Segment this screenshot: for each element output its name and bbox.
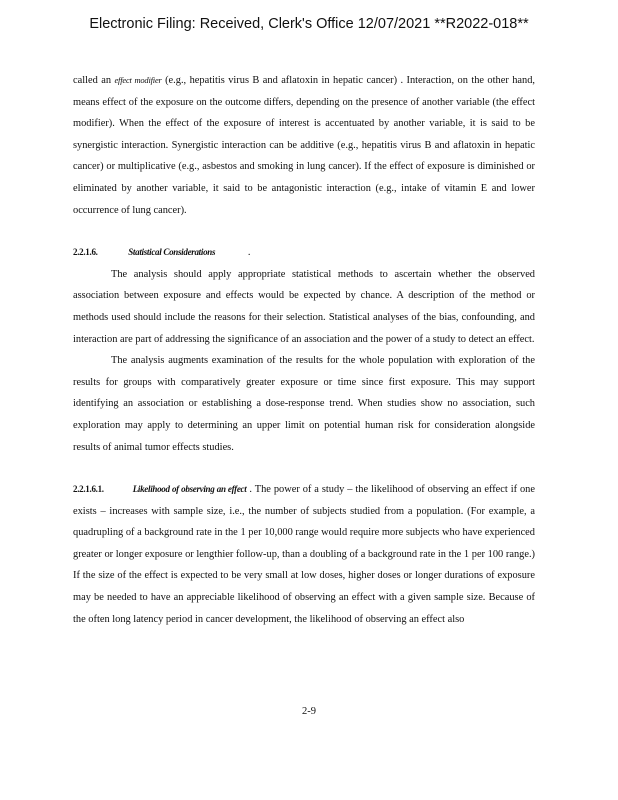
italic-term: effect modifier: [114, 75, 162, 85]
section-trailing: .: [247, 247, 251, 259]
paragraph-effect-modifier: [73, 70, 535, 221]
section-title: Statistical Considerations: [128, 247, 216, 258]
paragraph-text: (e.g., hepatitis virus B and aflatoxin in hepatic cancer) . Interaction, on the other hand, means effect of the exposure on the outcome differs, depending on the presence of another variable (the effect modifier). When the effect of the exposure of interest is accentuated by another variable, it is said to be synergistic interaction. Synergistic interaction can be additive (e.g., hepatitis virus B and aflatoxin in hepatic cancer) or multiplicative (e.g., asbestos and smoking in lung cancer). If the effect of exposure is diminished or eliminated by another variable, it said to be antagonistic interaction (e.g., intake of vitamin E and lower occurrence of lung cancer).: [73, 75, 536, 216]
document-body: [73, 70, 535, 630]
paragraph-statistical-methods: The analysis should apply appropriate statistical methods to ascertain whether the observed association between exposure and effects would be expected by chance. A description of the method or methods used should include the reasons for their selection. Statistical analyses of the bias, confounding, and interaction are part of addressing the significance of an association and the power of a study to detect an effect.: [73, 268, 535, 345]
paragraph-likelihood: [73, 479, 535, 630]
page-number: 2-9: [302, 706, 316, 717]
subsection-title: Likelihood of observing an effect: [132, 484, 247, 495]
filing-header: Electronic Filing: Received, Clerk's Office 12/07/2021 **R2022-018**: [89, 16, 529, 32]
section-number: 2.2.1.6.: [73, 247, 98, 258]
paragraph-analysis-augments: The analysis augments examination of the results for the whole population with exploration of the results for groups with comparatively greater exposure or time since first exposure. This may support identifying an association or establishing a dose-response trend. When studies show no association, such exploration may apply to determining an upper limit on potential human risk for consideration alongside results of animal tumor effects studies.: [73, 355, 535, 453]
section-heading-statistical: [73, 242, 535, 264]
subsection-number: 2.2.1.6.1.: [73, 484, 104, 495]
paragraph-text: . The power of a study – the likelihood of observing an effect if one exists – increases with sample size, i.e., the number of subjects studied from a population. (For example, a quadrupling of a background rate in the 1 per 10,000 range would require more subjects who have experienced greater or longer exposure or lengthier follow-up, than a doubling of a background rate in the 1 per 100 range.) If the size of the effect is expected to be very small at low doses, higher doses or longer durations of exposure may be needed to have an appreciable likelihood of observing an effect with a given sample size. Because of the often long latency period in cancer development, the likelihood of observing an effect also: [73, 484, 535, 625]
paragraph-text: called an: [73, 75, 112, 86]
